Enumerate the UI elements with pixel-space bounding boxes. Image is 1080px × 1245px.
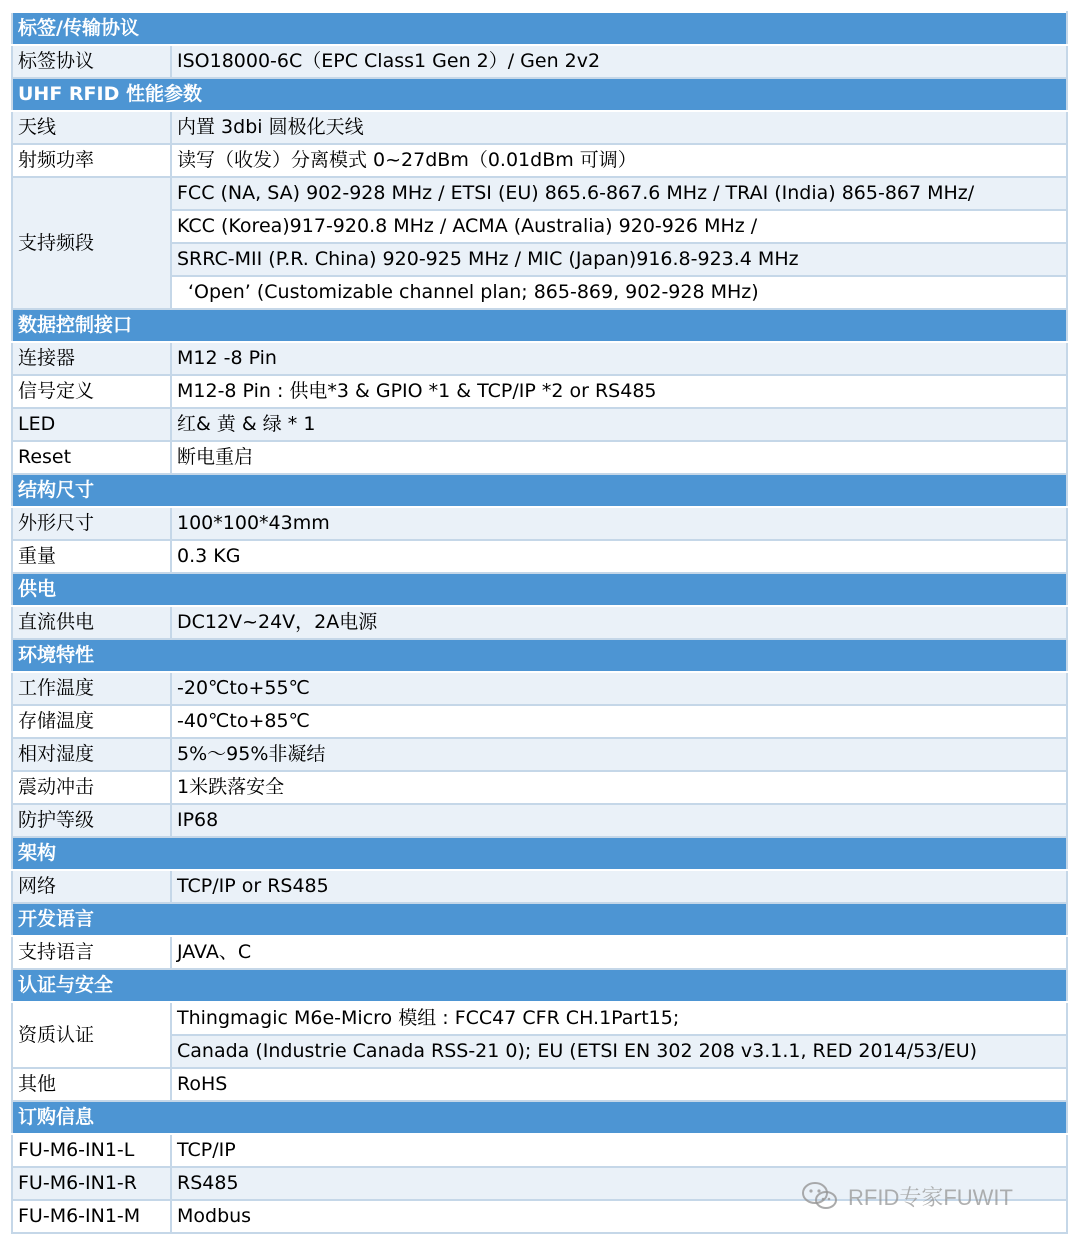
row-label: LED [12,408,171,441]
row-label: 相对湿度 [12,738,171,771]
row-value: Thingmagic M6e-Micro 模组 : FCC47 CFR CH.1Part15; [171,1002,1067,1035]
table-row [12,45,1067,78]
row-label: 支持频段 [12,177,171,309]
table-row [12,276,1067,309]
section-row [12,1101,1067,1134]
table-row [12,144,1067,177]
section-header-ordering: 订购信息 [12,1101,1067,1134]
section-row [12,639,1067,672]
section-header-environment: 环境特性 [12,639,1067,672]
row-value: Canada (Industrie Canada RSS-21 0); EU (ETSI EN 302 208 v3.1.1, RED 2014/53/EU) [171,1035,1067,1068]
row-value: 红& 黄 & 绿 * 1 [171,408,1067,441]
row-label: Reset [12,441,171,474]
row-label: 支持语言 [12,936,171,969]
row-label: 网络 [12,870,171,903]
row-label: 信号定义 [12,375,171,408]
row-label: 防护等级 [12,804,171,837]
row-label: FU-M6-IN1-R [12,1167,171,1200]
section-row [12,309,1067,342]
watermark [800,1178,1013,1214]
table-row [12,210,1067,243]
table-row [12,738,1067,771]
row-value: -40℃to+85℃ [171,705,1067,738]
section-row [12,837,1067,870]
section-row [12,474,1067,507]
row-label: 标签协议 [12,45,171,78]
section-header-data-interface: 数据控制接口 [12,309,1067,342]
row-value: TCP/IP [171,1134,1067,1167]
wechat-icon [800,1180,840,1212]
table-row [12,771,1067,804]
table-row [12,177,1067,210]
row-label: 震动冲击 [12,771,171,804]
table-row [12,870,1067,903]
row-value: KCC (Korea)917-920.8 MHz / ACMA (Australia) 920-926 MHz / [171,210,1067,243]
table-row [12,606,1067,639]
row-value: 0.3 KG [171,540,1067,573]
row-label: 天线 [12,111,171,144]
watermark-text: RFID专家FUWIT [848,1184,1013,1210]
section-header-uhf-rfid: UHF RFID 性能参数 [12,78,1067,111]
row-value: JAVA、C [171,936,1067,969]
table-row [12,1068,1067,1101]
table-row [12,408,1067,441]
row-value: 读写（收发）分离模式 0~27dBm（0.01dBm 可调） [171,144,1067,177]
row-value: DC12V~24V，2A电源 [171,606,1067,639]
row-value: 5%～95%非凝结 [171,738,1067,771]
row-value: 断电重启 [171,441,1067,474]
spec-table [11,11,1068,1234]
row-label: 外形尺寸 [12,507,171,540]
table-row [12,540,1067,573]
table-row [12,1035,1067,1068]
row-value: IP68 [171,804,1067,837]
row-value: Modbus [171,1200,1067,1233]
section-row [12,12,1067,45]
section-header-architecture: 架构 [12,837,1067,870]
table-row [12,111,1067,144]
section-row [12,969,1067,1002]
row-value: 1米跌落安全 [171,771,1067,804]
row-value: 内置 3dbi 圆极化天线 [171,111,1067,144]
row-label: 存储温度 [12,705,171,738]
row-value: -20℃to+55℃ [171,672,1067,705]
table-row [12,507,1067,540]
row-label: 资质认证 [12,1002,171,1068]
row-label: 工作温度 [12,672,171,705]
row-label: 射频功率 [12,144,171,177]
row-value: SRRC-MII (P.R. China) 920-925 MHz / MIC (Japan)916.8-923.4 MHz [171,243,1067,276]
table-row [12,804,1067,837]
section-header-power: 供电 [12,573,1067,606]
section-row [12,903,1067,936]
row-value: RoHS [171,1068,1067,1101]
row-value: 100*100*43mm [171,507,1067,540]
section-header-certification: 认证与安全 [12,969,1067,1002]
section-header-dev-language: 开发语言 [12,903,1067,936]
table-row [12,1002,1067,1035]
section-header-structure: 结构尺寸 [12,474,1067,507]
section-row [12,573,1067,606]
table-row [12,1134,1067,1167]
row-value: M12-8 Pin : 供电*3 & GPIO *1 & TCP/IP *2 or RS485 [171,375,1067,408]
table-row [12,243,1067,276]
row-label: 其他 [12,1068,171,1101]
table-row [12,342,1067,375]
table-row [12,375,1067,408]
table-row [12,936,1067,969]
row-value: M12 -8 Pin [171,342,1067,375]
row-value: TCP/IP or RS485 [171,870,1067,903]
row-label: 连接器 [12,342,171,375]
section-header-tag-protocol: 标签/传输协议 [12,12,1067,45]
row-label: FU-M6-IN1-L [12,1134,171,1167]
table-row [12,705,1067,738]
row-label: FU-M6-IN1-M [12,1200,171,1233]
row-value: FCC (NA, SA) 902-928 MHz / ETSI (EU) 865.6-867.6 MHz / TRAI (India) 865-867 MHz/ [171,177,1067,210]
table-row [12,441,1067,474]
row-value: ‘Open’ (Customizable channel plan; 865-869, 902-928 MHz) [171,276,1067,309]
row-label: 重量 [12,540,171,573]
row-label: 直流供电 [12,606,171,639]
row-value: ISO18000-6C（EPC Class1 Gen 2）/ Gen 2v2 [171,45,1067,78]
section-row [12,78,1067,111]
row-value: RS485 [171,1167,1067,1200]
table-row [12,672,1067,705]
